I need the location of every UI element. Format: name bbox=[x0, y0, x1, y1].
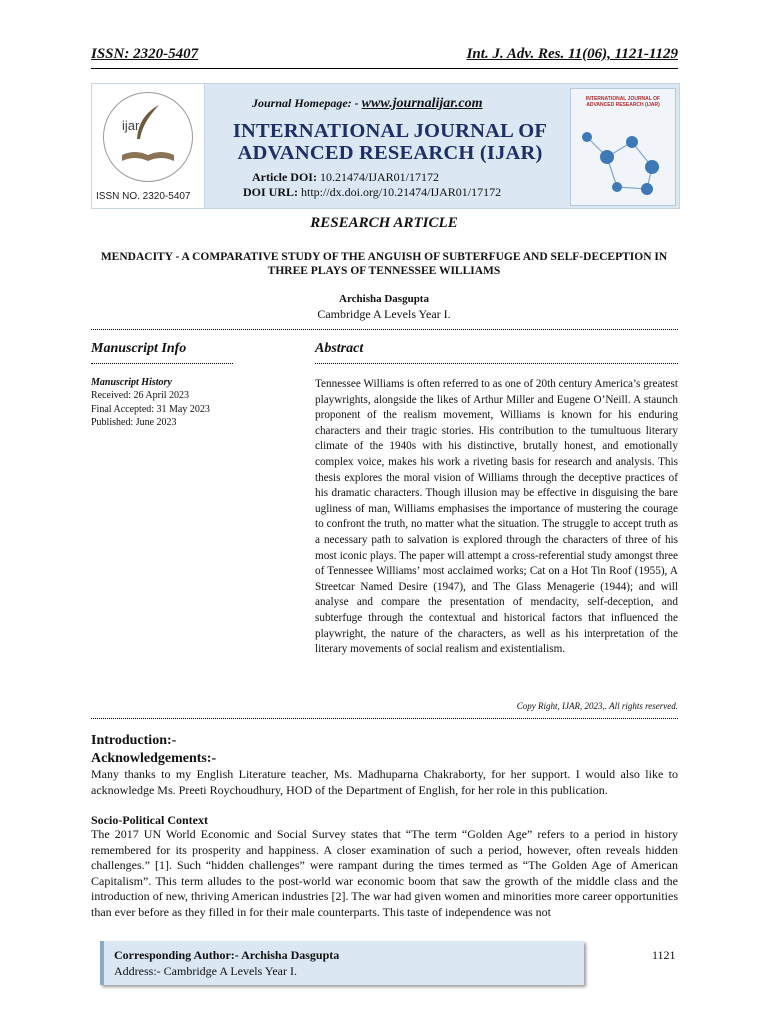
manuscript-info-divider bbox=[91, 363, 233, 364]
logo-issn: ISSN NO. 2320-5407 bbox=[96, 191, 191, 202]
journal-title bbox=[210, 120, 570, 164]
section-divider bbox=[91, 329, 678, 330]
corresponding-author: Corresponding Author:- Archisha Dasgupta bbox=[114, 948, 340, 962]
manuscript-info-heading: Manuscript Info bbox=[91, 341, 187, 356]
introduction-heading: Introduction:- bbox=[91, 733, 177, 748]
author-address: Address:- Cambridge A Levels Year I. bbox=[114, 964, 297, 978]
acknowledgements-heading: Acknowledgements:- bbox=[91, 751, 217, 766]
copyright-notice: Copy Right, IJAR, 2023,. All rights reserved. bbox=[516, 701, 678, 711]
manuscript-history-heading: Manuscript History bbox=[91, 377, 172, 388]
author-name: Archisha Dasgupta bbox=[339, 293, 429, 305]
cover-title: INTERNATIONAL JOURNAL OF ADVANCED RESEARCH (IJAR) bbox=[585, 96, 661, 108]
acknowledgements-text: Many thanks to my English Literature teacher, Ms. Madhuparna Chakraborty, for her support. I would also like to acknowledge Ms. Preeti Roychoudhury, HOD of the Department of English, for her role in this publication. bbox=[91, 767, 678, 797]
journal-title-line1: INTERNATIONAL JOURNAL OF bbox=[232, 120, 548, 142]
doi-label: Article DOI: bbox=[252, 170, 317, 184]
author-affiliation: Cambridge A Levels Year I. bbox=[317, 307, 451, 321]
molecule-icon bbox=[577, 117, 669, 201]
doi-url-link[interactable]: http://dx.doi.org/10.21474/IJAR01/17172 bbox=[301, 185, 502, 199]
doi-value: 10.21474/IJAR01/17172 bbox=[319, 170, 439, 184]
paper-title: MENDACITY - A COMPARATIVE STUDY OF THE ANGUISH OF SUBTERFUGE AND SELF-DECEPTION IN THREE PLAYS OF TENNESSEE WILLIAMS bbox=[100, 251, 668, 277]
doi-url-label: DOI URL: bbox=[243, 185, 299, 199]
socio-political-heading: Socio-Political Context bbox=[91, 813, 208, 827]
article-type: RESEARCH ARTICLE bbox=[310, 215, 458, 231]
abstract-text: Tennessee Williams is often referred to as one of 20th century America’s greatest playwrights, alongside the likes of Arthur Miller and Eugene O’Neill. A staunch proponent of the realism movement, Williams is known for his enduring characters and their tragic stories. His contribution to the tumultuous literary climate of the 1940s with his distinctive, brutally honest, and emotionally complex voice, makes his work a riveting basis for research and analysis. This thesis explores the moral vision of Williams through the deceptive practices of his dramatic characters. Though illusion may be effective in disguising the bare ugliness of man, Williams emphasises the importance of mustering the courage to confront the truth, no matter what the situation. The struggle to accept truth as a necessary path to salvation is explored through the characters of three of his most iconic plays. The paper will attempt a cross-referential study amongst three of Tennessee Williams’ most acclaimed works; Cat on a Hot Tin Roof (1955), A Streetcar Named Desire (1947), and The Glass Menagerie (1944); and will analyse and compare the presentation of mendacity, self-deception, and subterfuge through the contextual and historical factors that influenced the playwright, the nature of the characters, as well as his interpretation of the literary movements of social realism and existentialism. bbox=[315, 378, 678, 656]
doi-url bbox=[243, 185, 501, 200]
homepage-label: Journal Homepage: - bbox=[252, 96, 362, 110]
socio-political-text: The 2017 UN World Economic and Social Survey states that “The term “Golden Age” refers to a period in history remembered for its prosperity and happiness. A closer examination of such a period, however, often reveals hidden challenges.” [1]. Such “hidden challenges” were rampant during the times termed as “The Golden Age of American Capitalism”. This term alludes to the post-world war economic boom that saw the growth of the middle class and the introduction of new, thriving American industries [2]. The war had given women and minorities more career opportunities than ever before as they filled in for their male counterparts. This taste of independence was not bbox=[91, 827, 678, 919]
abstract-divider bbox=[315, 363, 678, 364]
journal-logo bbox=[92, 84, 205, 208]
logo-emblem bbox=[103, 92, 193, 182]
journal-banner bbox=[91, 83, 680, 209]
journal-homepage bbox=[252, 96, 483, 112]
accepted-date: Final Accepted: 31 May 2023 bbox=[91, 404, 210, 415]
published-date: Published: June 2023 bbox=[91, 417, 177, 428]
logo-text: ijar bbox=[122, 118, 140, 133]
homepage-link[interactable]: www.journalijar.com bbox=[361, 96, 483, 111]
corresponding-author-box bbox=[100, 941, 584, 985]
citation-label: Int. J. Adv. Res. 11(06), 1121-1129 bbox=[466, 46, 678, 62]
journal-title-line2: ADVANCED RESEARCH (IJAR) bbox=[237, 142, 543, 164]
quill-book-icon bbox=[104, 93, 192, 181]
journal-cover-image bbox=[570, 88, 676, 206]
received-date: Received: 26 April 2023 bbox=[91, 390, 190, 401]
abstract-heading: Abstract bbox=[315, 341, 364, 356]
page-header bbox=[91, 44, 678, 69]
issn-label: ISSN: 2320-5407 bbox=[91, 46, 199, 62]
article-doi bbox=[252, 170, 439, 185]
page-number: 1121 bbox=[652, 948, 676, 962]
section-divider bbox=[91, 718, 678, 719]
